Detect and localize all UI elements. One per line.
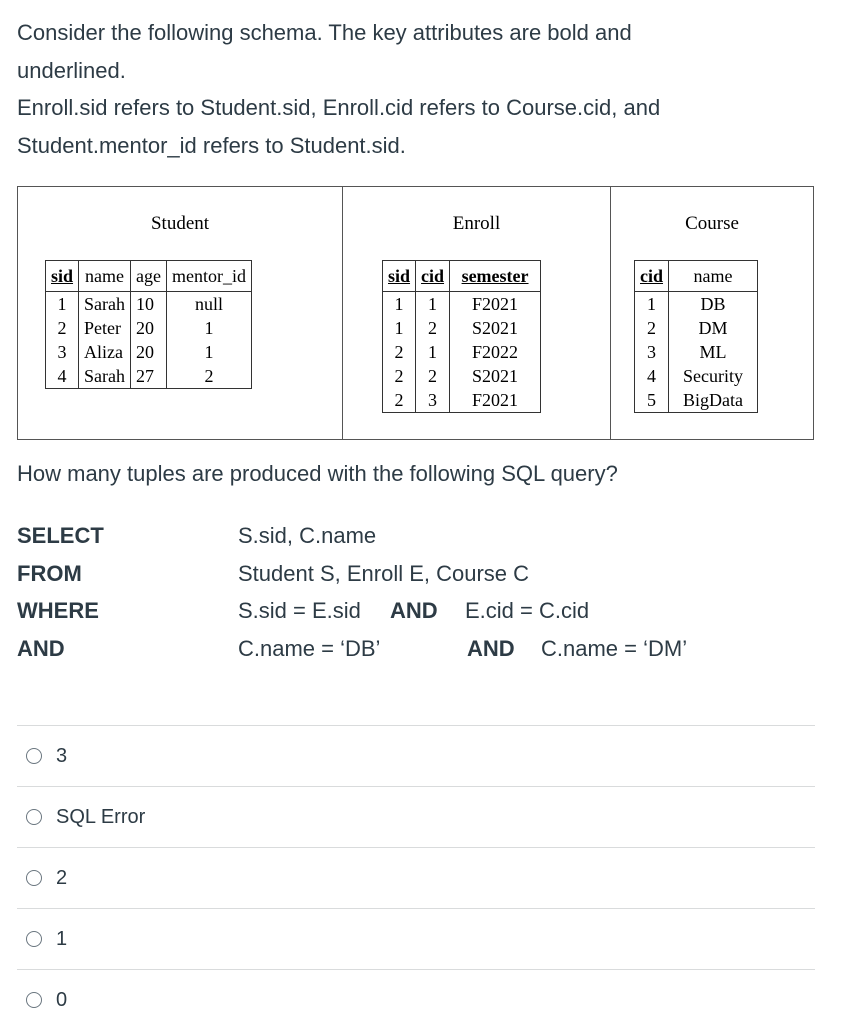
table-cell: 2: [635, 316, 669, 340]
table-cell: 1: [46, 292, 79, 317]
table-row: [383, 388, 541, 413]
table-cell: 2: [383, 340, 416, 364]
sql-and-keyword: AND: [17, 635, 65, 661]
table-cell: 2: [383, 388, 416, 413]
table-cell: ML: [669, 340, 758, 364]
answer-option-sql-error[interactable]: [17, 786, 815, 847]
radio-button[interactable]: [26, 992, 42, 1008]
enroll-title: Enroll: [452, 213, 501, 234]
schema-figure: [17, 186, 814, 440]
table-row: [383, 316, 541, 340]
table-cell: Sarah: [79, 292, 131, 317]
table-cell: DM: [669, 316, 758, 340]
course-panel: [610, 187, 813, 439]
table-cell: Sarah: [79, 364, 131, 389]
table-cell: Security: [669, 364, 758, 388]
table-cell: 5: [635, 388, 669, 413]
table-cell: 4: [46, 364, 79, 389]
table-row: [383, 340, 541, 364]
sql-where-condition-2: E.cid = C.cid: [465, 598, 590, 623]
answer-option-3[interactable]: [17, 725, 815, 786]
table-cell: 1: [167, 340, 252, 364]
table-cell: 2: [383, 364, 416, 388]
sql-and-and-keyword: AND: [467, 635, 515, 661]
radio-button[interactable]: [26, 931, 42, 947]
answer-label[interactable]: SQL Error: [56, 805, 146, 828]
enroll-col-cid: cid: [416, 261, 450, 292]
table-cell: 1: [635, 292, 669, 317]
table-row: [46, 292, 252, 317]
student-title: Student: [150, 213, 210, 234]
answer-label[interactable]: 2: [56, 866, 68, 889]
table-row: [635, 388, 758, 413]
radio-button[interactable]: [26, 870, 42, 886]
student-table: [45, 260, 252, 389]
answer-option-0[interactable]: [17, 969, 815, 1030]
sql-and-condition-1: C.name = ‘DB’: [238, 635, 381, 661]
table-cell: F2021: [450, 292, 541, 317]
table-cell: DB: [669, 292, 758, 317]
table-cell: 3: [635, 340, 669, 364]
table-cell: 3: [46, 340, 79, 364]
student-col-name: name: [79, 261, 131, 292]
table-row: [46, 340, 252, 364]
enroll-col-sid: sid: [383, 261, 416, 292]
radio-button[interactable]: [26, 809, 42, 825]
intro-line-2: underlined.: [17, 57, 126, 83]
student-panel: [18, 187, 342, 439]
table-row: [46, 316, 252, 340]
table-cell: F2021: [450, 388, 541, 413]
table-cell: S2021: [450, 316, 541, 340]
table-cell: F2022: [450, 340, 541, 364]
table-row: [635, 340, 758, 364]
enroll-col-semester: semester: [450, 261, 541, 292]
table-cell: 2: [46, 316, 79, 340]
student-col-sid: sid: [46, 261, 79, 292]
sql-where-keyword: WHERE: [17, 598, 99, 623]
table-cell: 2: [416, 316, 450, 340]
table-cell: Aliza: [79, 340, 131, 364]
table-cell: 1: [383, 316, 416, 340]
sql-and-condition-2: C.name = ‘DM’: [541, 635, 688, 661]
enroll-header-row: [383, 261, 541, 292]
table-cell: 10: [131, 292, 167, 317]
course-col-cid: cid: [635, 261, 669, 292]
sql-from-value: Student S, Enroll E, Course C: [238, 560, 530, 586]
sql-select-value: S.sid, C.name: [238, 523, 377, 548]
intro-line-4: Student.mentor_id refers to Student.sid.: [17, 132, 406, 158]
answer-option-2[interactable]: [17, 847, 815, 908]
enroll-panel: [342, 187, 610, 439]
sql-where-and-keyword: AND: [390, 598, 438, 623]
student-col-age: age: [131, 261, 167, 292]
table-cell: 3: [416, 388, 450, 413]
table-cell: 20: [131, 340, 167, 364]
answer-label[interactable]: 3: [56, 744, 68, 767]
table-cell: Peter: [79, 316, 131, 340]
intro-line-3: Enroll.sid refers to Student.sid, Enroll.cid refers to Course.cid, and: [17, 95, 661, 120]
sql-where-condition-1: S.sid = E.sid: [238, 598, 361, 623]
table-row: [635, 292, 758, 317]
table-cell: BigData: [669, 388, 758, 413]
answer-options: [17, 725, 815, 1030]
table-row: [383, 292, 541, 317]
table-cell: null: [167, 292, 252, 317]
student-header-row: [46, 261, 252, 292]
table-cell: 1: [416, 292, 450, 317]
course-title: Course: [685, 213, 739, 234]
enroll-table: [382, 260, 541, 413]
table-cell: 1: [167, 316, 252, 340]
table-cell: 20: [131, 316, 167, 340]
table-cell: 2: [416, 364, 450, 388]
table-row: [635, 364, 758, 388]
table-cell: 4: [635, 364, 669, 388]
table-cell: 27: [131, 364, 167, 389]
table-row: [383, 364, 541, 388]
sql-from-keyword: FROM: [17, 560, 82, 586]
table-row: [635, 316, 758, 340]
student-col-mentor-id: mentor_id: [167, 261, 252, 292]
sql-select-keyword: SELECT: [17, 523, 104, 548]
course-header-row: [635, 261, 758, 292]
question-intro: [17, 14, 817, 164]
intro-line-1: Consider the following schema. The key attributes are bold and: [17, 20, 632, 45]
question-text: How many tuples are produced with the following SQL query?: [17, 461, 618, 486]
table-cell: 1: [416, 340, 450, 364]
answer-label[interactable]: 0: [56, 988, 68, 1011]
table-cell: 2: [167, 364, 252, 389]
course-col-name: name: [669, 261, 758, 292]
answer-label[interactable]: 1: [56, 927, 68, 950]
course-table: [634, 260, 758, 413]
table-cell: 1: [383, 292, 416, 317]
table-row: [46, 364, 252, 389]
answer-option-1[interactable]: [17, 908, 815, 969]
table-cell: S2021: [450, 364, 541, 388]
radio-button[interactable]: [26, 748, 42, 764]
